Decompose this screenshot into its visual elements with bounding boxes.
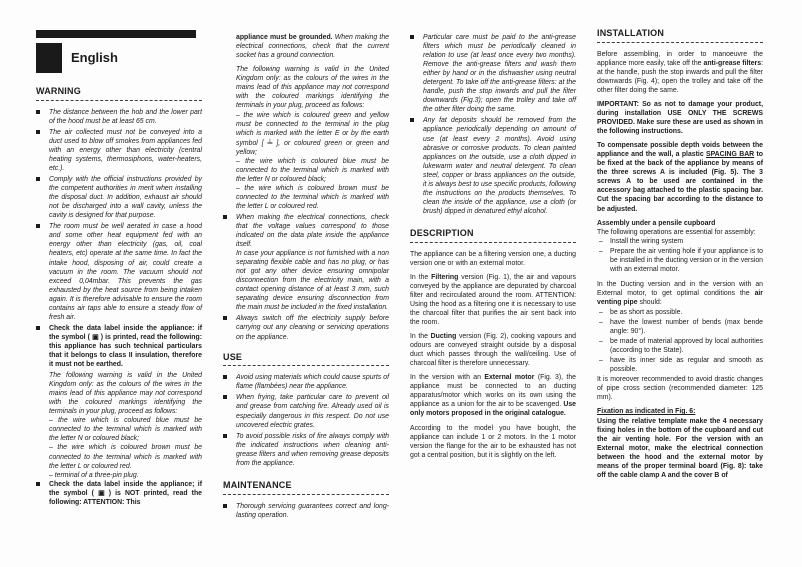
uk-warning-note: The following warning is valid in the United Kingdom only: as the colours of the wires in the mains lead of this appliance may not correspond with the coloured markings identifying the terminals in your plug, proceed as follows: — [236, 66, 389, 110]
voltage-text: When making the electrical connections, check that the voltage values correspond to those indicated on the data plate inside the appliance itself. — [236, 213, 389, 249]
dash-marker: – — [599, 319, 603, 327]
warning-item — [36, 128, 202, 173]
column-3 — [410, 28, 576, 555]
dash-marker: – — [599, 357, 603, 365]
filtering-pre: In the — [410, 273, 432, 281]
black-header-bar — [36, 30, 196, 38]
filtering-paragraph — [410, 273, 576, 327]
fixation-subheading: Fixation as indicated in Fig. 6: — [597, 408, 696, 416]
ducting-bold: Ducting — [430, 333, 457, 341]
bullet-square-icon — [410, 33, 423, 114]
warning-item — [36, 175, 202, 220]
uk-warning-note: The following warning is valid in the United Kingdom only: as the colours of the wires in the mains lead of this appliance may not correspond with the coloured markings identifying the terminals in your plug, proceed as follows: — [49, 372, 202, 416]
pipe-item — [597, 318, 763, 336]
warning-item-text: The distance between the hob and the lower part of the hood must be at least 65 cm. — [49, 108, 202, 125]
bullet-square-icon — [36, 324, 49, 369]
bullet-square-icon — [36, 128, 49, 173]
warning-item — [36, 108, 202, 126]
column-4 — [597, 28, 763, 555]
assembly-item — [597, 237, 763, 246]
spacing-bar-underlined: SPACING BAR — [706, 151, 755, 159]
bullet-square-icon — [223, 502, 236, 520]
column-2 — [223, 28, 389, 555]
bullet-square-icon — [223, 393, 236, 429]
warning-item-text: The air collected must not be conveyed into a duct used to blow off smokes from appliances fed with an energy other than electricity (central heating systems, thermosiphons, water-heaters, etc.). — [49, 128, 202, 173]
dash-marker: – — [599, 338, 603, 346]
maintenance-item-text: Particular care must be paid to the anti-grease filters which must be periodically cleaned in relation to use (at least once every two months). Remove the anti-grease filters and wash them either by hand or in the dishwasher using neutral detergent. To take off the anti-grease filters: at the handle, push the stop inwards and pull the filter downwards (Fig.3); open the trolley and take off the other filter doing the same. — [423, 34, 576, 114]
pipe-item — [597, 337, 763, 355]
assembly-item — [597, 247, 763, 274]
wire-instruction-line: – terminal of a three-pin plug. — [49, 471, 139, 479]
spacing-post: to be fixed at the back of the appliance by means of the three screws A is included (Fig. 5). The 3 screws A to be used are contained in the accessory bag attached to the plastic spacing bar. Cut the spacing bar according to the distance to be adjusted. — [597, 151, 763, 213]
use-item — [223, 373, 389, 391]
maintenance-item-text: Thorough servicing guarantees correct and long-lasting operation. — [236, 502, 389, 519]
maintenance-heading: MAINTENANCE — [223, 479, 292, 490]
use-item — [223, 432, 389, 468]
external-motor-paragraph — [410, 373, 576, 418]
voltage-continuation-text: In case your appliance is not furnished with a non separating flexible cable and has no plug, or has not got any other device ensuring omnipolar disconnection from the electricity main, with a contact opening distance of at least 3 mm, such separating device ensuring disconnection from the main must be included in the fixed installation. — [236, 250, 389, 312]
external-pre: In the version with an — [410, 374, 485, 382]
bullet-square-icon — [36, 175, 49, 220]
maintenance-item — [223, 502, 389, 520]
grounding-bold-text: appliance must be grounded. — [236, 34, 333, 41]
important-paragraph: IMPORTANT: So as not to damage your product, during installation USE ONLY THE SCREWS PROVIDED. Make sure these are used as shown in the following instructions. — [597, 101, 763, 136]
pipe-item-text: be made of material approved by local authorities (according to the State). — [610, 338, 763, 355]
dashed-rule — [597, 42, 763, 43]
assembly-item-text: Install the wiring system — [610, 237, 684, 245]
black-square-icon — [36, 43, 62, 73]
diameter-paragraph: It is moreover recommended to avoid drastic changes of pipe cross section (recommended diameter: 125 mm). — [597, 376, 763, 402]
external-mid: (Fig. 3), the appliance must be connected to an ducting apparatus/motor which works on its own using the appliance as a union for the air to be scavenged. — [410, 374, 576, 409]
pipe-item — [597, 356, 763, 374]
assembly-item-text: Prepare the air venting hole if your appliance is to be installed in the ducting version or in the version with an external motor. — [610, 247, 763, 273]
use-item — [223, 393, 389, 429]
warning-item-text: Check the data label inside the appliance: if the symbol ( ▣ ) is printed, read the following: this appliance has such technical particulars that it belongs to class II insulation, therefore it must not be earthed. — [49, 324, 202, 369]
warning-section — [36, 86, 202, 507]
warning-item-class2 — [36, 324, 202, 369]
bullet-square-icon — [223, 213, 236, 313]
wire-instruction-line: – the wire which is coloured brown must be connected to the terminal which is marked with the letter L or coloured red. — [236, 184, 389, 210]
wire-instruction-line: – the wire which is coloured blue must be connected to the terminal which is marked with the letter N or coloured black; — [49, 417, 202, 443]
spacing-pre: To compensate possible depth voids between the appliance and the wall, a plastic — [597, 142, 763, 159]
warning-item — [36, 222, 202, 322]
fixation-paragraph: Using the relative template make the 4 necessary fixing holes in the bottom of the cupboard and cut the air venting hole. For the version with an External motor, make the electrical connection between the hood and the external motor by means of the proper terminal board (Fig. 8): take off the cable clamp A and the cover B of — [597, 417, 763, 479]
pipe-item-text: have the lowest number of bends (max bende angle: 90°). — [610, 319, 763, 336]
dashed-rule — [36, 100, 202, 101]
filtering-post: version (Fig. 1), the air and vapours conveyed by the appliance are depurated by charcoal filter and recirculated around the room. ATTENTION: Using the hood as a filtering one it is necessary to use the charcoal filter that purifies the air sent back into the room. — [410, 273, 577, 327]
filtering-bold: Filtering — [431, 273, 459, 281]
wire-instruction-line: – the wire which is coloured blue must be connected to the terminal which is marked with the letter N or coloured black; — [236, 157, 389, 183]
pipe-pre: In the Ducting version and in the version with an External motor, to get optimal conditions the — [597, 280, 763, 297]
pipe-item-text: have its inner side as regular and smooth as possible. — [610, 357, 763, 374]
maintenance-item-filters — [410, 33, 576, 114]
bullet-square-icon — [36, 222, 49, 322]
external-bold2: Use only motors proposed in the original catalogue. — [410, 401, 576, 418]
use-item-text: Avoid using materials which could cause spurts of flame (flambées) near the appliance. — [236, 374, 389, 391]
wire-instruction-line: – the wire which is coloured green and yellow must be connected to the terminal in the plug which is marked with the letter E or by the earth symbol [ ╧ ], or coloured green or green and yellow; — [236, 112, 389, 156]
warning-item-text — [236, 213, 389, 313]
motors-paragraph: According to the model you have bought, the appliance can include 1 or 2 motors. In the 1 motor version the flange for the air to be exhausted has not got a central position, but it is slightly on the left. — [410, 424, 576, 459]
column-1 — [36, 28, 202, 555]
pipe-item-text: be as short as possible. — [610, 309, 683, 316]
use-item-text: To avoid possible risks of fire always comply with the indicated instructions when cleaning anti-grease filters and when removing grease deposits from the appliance. — [236, 432, 389, 467]
ducting-paragraph — [410, 332, 576, 368]
before-assembling-paragraph — [597, 50, 763, 95]
grounding-rest-text: When making the electrical connections, check that the current socket has a ground connection. — [236, 34, 389, 60]
use-item-text: When frying, take particular care to prevent oil and grease from catching fire. Already used oil is especially dangerous in this respect. Do not use uncovered electric grates. — [236, 394, 389, 429]
before-pre: Before assembling, in order to manoeuvre the appliance more easily, take off the — [597, 50, 763, 67]
assembly-intro: The following operations are essential for assembly: — [597, 228, 756, 236]
before-bold: anti-grease filters — [703, 59, 762, 67]
installation-heading: INSTALLATION — [597, 28, 665, 38]
bullet-square-icon — [223, 314, 236, 341]
warning-item-text: Comply with the official instructions provided by the competent authorities in merit when installing the disposal duct. In addition, exhaust air should not be discharged into a wall cavity, unless the cavity is designed for that purpose. — [49, 176, 202, 220]
venting-pipe-paragraph — [597, 280, 763, 307]
dashed-rule — [223, 365, 389, 366]
dash-marker: – — [599, 309, 603, 316]
pipe-post: should: — [637, 298, 662, 306]
assembly-subheading: Assembly under a pensile cupboard — [597, 219, 716, 227]
maintenance-section — [223, 480, 389, 520]
use-section — [223, 352, 389, 468]
bullet-square-icon — [36, 108, 49, 126]
dashed-rule — [410, 242, 576, 243]
pipe-bold: air venting pipe — [597, 289, 763, 306]
warning-item-not-printed — [36, 480, 202, 507]
warning-item-text: Always switch off the electricity supply before carrying out any cleaning or servicing operations on the appliance. — [236, 315, 389, 341]
ducting-pre: In the — [410, 333, 431, 341]
bullet-square-icon — [36, 480, 49, 507]
dash-marker: – — [599, 237, 603, 245]
dashed-rule — [223, 494, 389, 495]
language-marker — [36, 43, 202, 73]
before-post: : at the handle, push the stop inwards and pull the filter downwards (Fig. 4); open the trolley and take off the other filter doing the same. — [597, 59, 763, 94]
description-intro: The appliance can be a filtering version one, a ducting version one or with an external motor. — [410, 250, 576, 267]
language-label: English — [71, 50, 118, 66]
warning-item-switch-off — [223, 314, 389, 341]
description-section — [410, 228, 576, 460]
use-heading: USE — [223, 351, 243, 362]
warning-item-text: Check the data label inside the appliance; if the symbol ( ▣ ) is NOT printed, read the following: ATTENTION: This — [49, 480, 202, 506]
bullet-square-icon — [410, 116, 423, 216]
external-bold: External motor — [484, 374, 535, 382]
bullet-square-icon — [223, 432, 236, 468]
warning-item-text: The room must be well aerated in case a hood and some other heat equipment fed with an energy other than electricity (gas, oil, coal heaters, etc) operate at the same time. In fact the intake hood, disposing of air, could create a vacuum in the room. The vacuum should not exceed 0,04mbar. This prevents the gas exhausted by the heat source from being intaken again. It is therefore advisable to ensure the room contains air taps able to ensure a steady flow of fresh air. — [49, 223, 202, 321]
bullet-square-icon — [223, 373, 236, 391]
spacing-bar-paragraph — [597, 141, 763, 213]
grounding-note — [223, 33, 389, 60]
pipe-item — [597, 308, 763, 317]
warning-heading: WARNING — [36, 86, 81, 96]
warning-item-voltage — [223, 213, 389, 313]
installation-section — [597, 28, 763, 480]
maintenance-item-fat — [410, 116, 576, 216]
ducting-post: version (Fig. 2), cooking vapours and odours are conveyed straight outside by a disposal duct which passes through the wall/ceiling. Use of charcoal filter is therefore unnecessary. — [410, 333, 576, 368]
dash-marker: – — [599, 247, 603, 255]
description-heading: DESCRIPTION — [410, 227, 474, 238]
maintenance-item-text: Any fat deposits should be removed from the appliance periodically depending on amount of use (at least every 2 months). Avoid using abrasive or corrosive products. To clean painted appliances on the outside, use a cloth dipped in lukewarm water and neutral detergent. To clean steel, copper or brass appliances on the outside, it is always best to use specific products, following the instructions on the products themselves. To clean the inside of the appliance, use a cloth (or brush) dipped in denatured ethyl alcohol. — [423, 117, 576, 215]
wire-instruction-line: – the wire which is coloured brown must be connected to the terminal which is marked with the letter L or coloured red. — [49, 444, 202, 470]
